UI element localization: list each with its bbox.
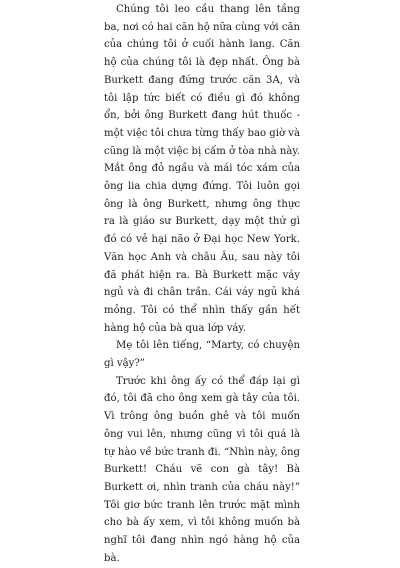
paragraph-2: Mẹ tôi lên tiếng, “Marty, có chuyện gì vậy?” bbox=[104, 340, 300, 370]
body-text bbox=[104, 0, 300, 568]
paragraph-3: Trước khi ông ấy có thể đáp lại gì đó, tôi đã cho ông xem gà tây của tôi. Vì trông ông buồn ghê và tôi muốn ông vui lên, nhưng cũng vì tôi quá là tự hào về bức tranh đi. “Nhìn này, ông Burkett! Cháu vẽ con gà tây! Bà Burkett ơi, nhìn tranh của cháu này!” Tôi giơ bức tranh lên trước mặt mình cho bà ấy xem, vì tôi không muốn bà nghĩ tôi đang nhìn ngó hàng hộ của bà. bbox=[104, 375, 300, 564]
paragraph-1: Chúng tôi leo cầu thang lên tầng ba, nơi có hai căn hộ nữa cùng với căn của chúng tôi ở cuối hành lang. Căn hộ của chúng tôi là đẹp nhất. Ông bà Burkett đang đứng trước căn 3A, và tôi lập tức biết có điều gì đó không ổn, bởi ông Burkett đang hút thuốc - một việc tôi chưa từng thấy bao giờ và cũng là một việc bị cấm ở tòa nhà này. Mắt ông đỏ ngầu và mái tóc xám của ông lia chia dựng đứng. Tôi luôn gọi ông là ông Burkett, nhưng ông thực ra là giáo sư Burkett, dạy một thứ gì đó có vẻ hại não ở Đại học New York. Văn học Anh và châu Âu, sau này tôi đã phát hiện ra. Bà Burkett mặc váy ngủ và đi chân trần. Cái váy ngủ khá mỏng. Tôi có thể nhìn thấy gần hết hàng hộ của bà qua lớp váy. bbox=[104, 4, 300, 334]
